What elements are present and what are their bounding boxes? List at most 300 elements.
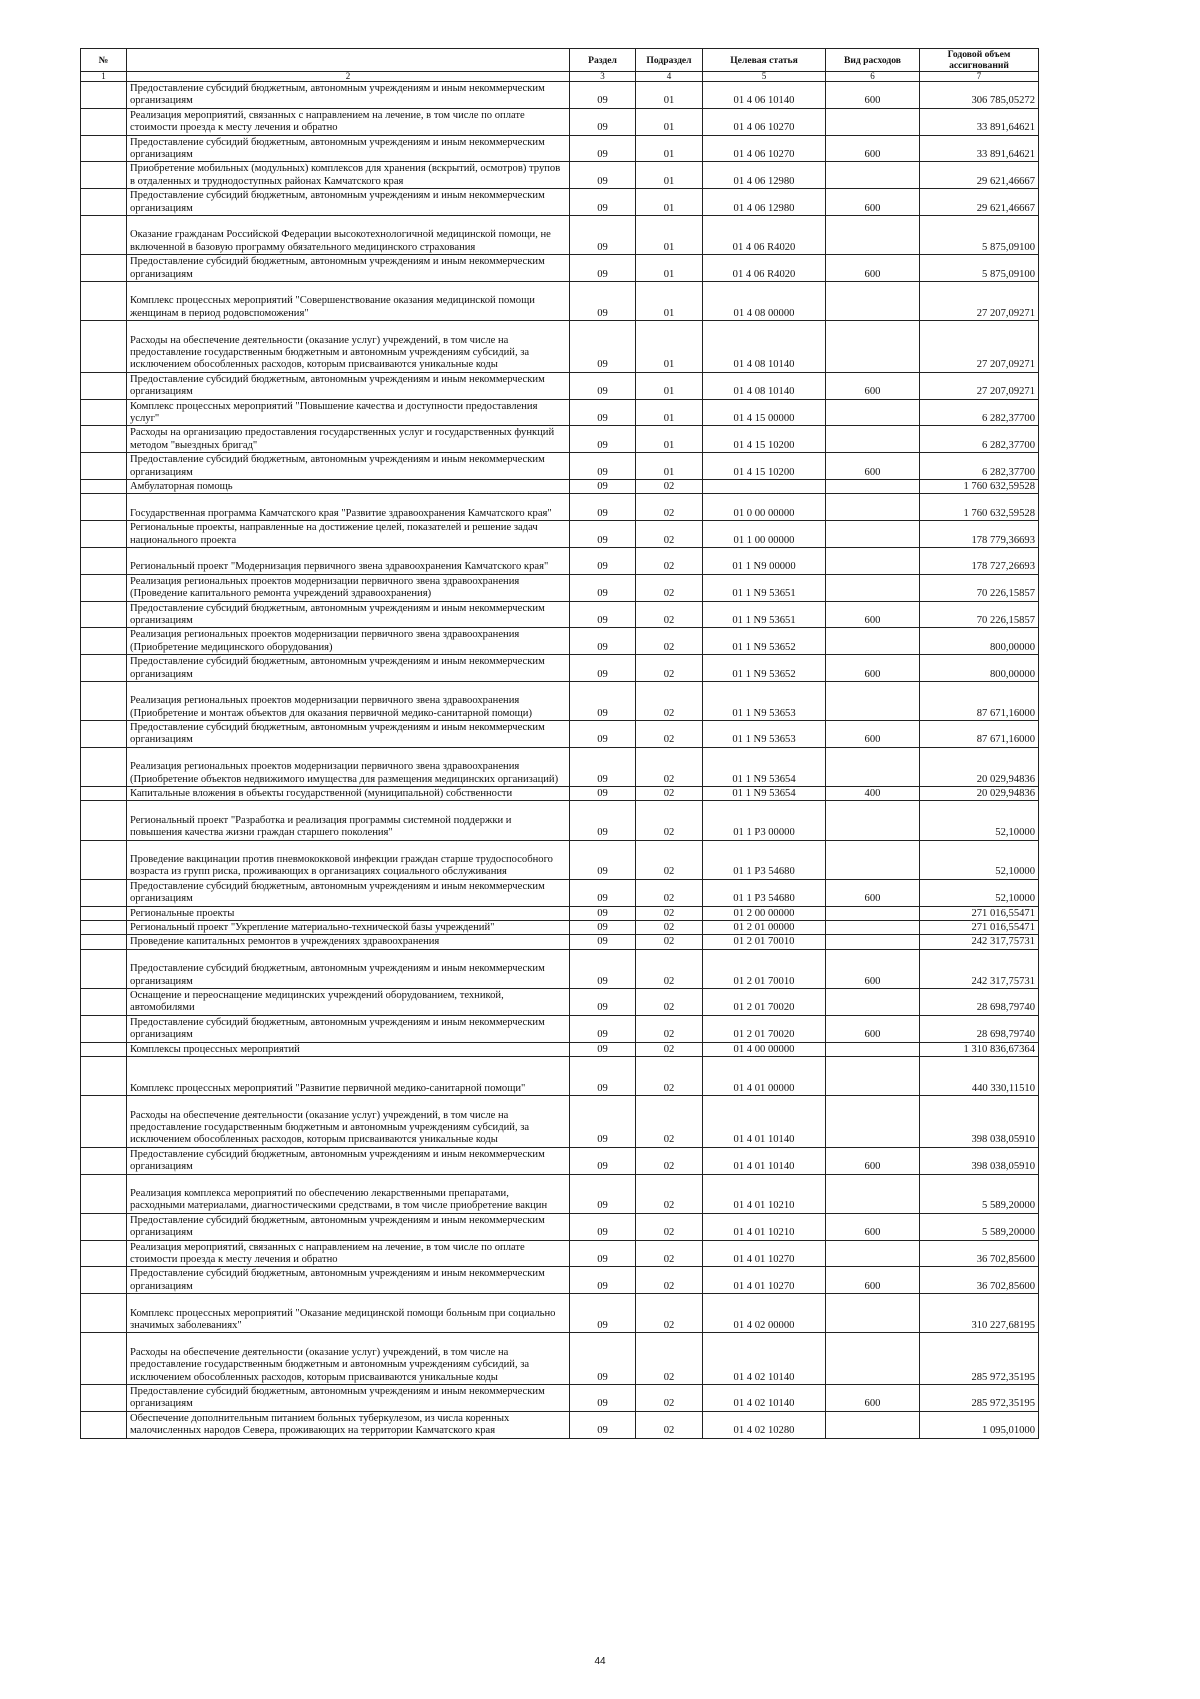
row-number-cell <box>81 215 127 254</box>
table-row <box>81 399 1039 426</box>
row-section-cell: 09 <box>570 801 636 840</box>
row-target-cell: 01 1 N9 53653 <box>703 681 826 720</box>
column-index: 5 <box>703 72 826 82</box>
row-amount-cell: 70 226,15857 <box>920 574 1039 601</box>
row-expense-type-cell <box>826 1294 920 1333</box>
row-section-cell: 09 <box>570 426 636 453</box>
row-subsection-cell: 02 <box>636 1056 703 1095</box>
table-row <box>81 1147 1039 1174</box>
row-number-cell <box>81 426 127 453</box>
row-target-cell: 01 4 15 10200 <box>703 426 826 453</box>
row-target-cell: 01 1 00 00000 <box>703 521 826 548</box>
row-number-cell <box>81 921 127 935</box>
row-name-cell: Расходы на обеспечение деятельности (оказание услуг) учреждений, в том числе на предоставление государственным бюджетным и автономным учреждениям субсидий, за исключением обособленных расходов, которым присваиваются уникальные коды <box>127 321 570 373</box>
table-row <box>81 135 1039 162</box>
row-section-cell: 09 <box>570 135 636 162</box>
table-row <box>81 372 1039 399</box>
row-target-cell: 01 4 02 10140 <box>703 1333 826 1385</box>
row-target-cell: 01 0 00 00000 <box>703 494 826 521</box>
row-name-cell: Региональный проект "Модернизация первичного звена здравоохранения Камчатского края" <box>127 547 570 574</box>
table-row <box>81 547 1039 574</box>
header-subsection: Подраздел <box>636 49 703 72</box>
row-name-cell: Реализация региональных проектов модернизации первичного звена здравоохранения (Приобретение и монтаж объектов для оказания первичной медико-санитарной помощи) <box>127 681 570 720</box>
row-name-cell: Реализация комплекса мероприятий по обеспечению лекарственными препаратами, расходными материалами, диагностическими средствами, в том числе приобретение вакцин <box>127 1174 570 1213</box>
table-row <box>81 721 1039 748</box>
row-name-cell: Проведение капитальных ремонтов в учреждениях здравоохранения <box>127 935 570 949</box>
table-row <box>81 601 1039 628</box>
row-expense-type-cell <box>826 547 920 574</box>
row-subsection-cell: 02 <box>636 574 703 601</box>
row-amount-cell: 1 095,01000 <box>920 1411 1039 1438</box>
column-index: 6 <box>826 72 920 82</box>
column-index: 7 <box>920 72 1039 82</box>
row-amount-cell: 800,00000 <box>920 628 1039 655</box>
row-amount-cell: 285 972,35195 <box>920 1333 1039 1385</box>
row-section-cell: 09 <box>570 747 636 786</box>
row-amount-cell: 285 972,35195 <box>920 1384 1039 1411</box>
row-name-cell: Реализация мероприятий, связанных с направлением на лечение, в том числе по оплате стоимости проезда к месту лечения и обратно <box>127 1240 570 1267</box>
table-row <box>81 747 1039 786</box>
row-amount-cell: 87 671,16000 <box>920 721 1039 748</box>
row-amount-cell: 29 621,46667 <box>920 162 1039 189</box>
row-section-cell: 09 <box>570 840 636 879</box>
row-subsection-cell: 02 <box>636 1411 703 1438</box>
row-section-cell: 09 <box>570 655 636 682</box>
row-target-cell: 01 4 01 10270 <box>703 1240 826 1267</box>
row-name-cell: Предоставление субсидий бюджетным, автономным учреждениям и иным некоммерческим организациям <box>127 1384 570 1411</box>
row-section-cell: 09 <box>570 162 636 189</box>
row-number-cell <box>81 1147 127 1174</box>
row-name-cell: Региональные проекты, направленные на достижение целей, показателей и решение задач национального проекта <box>127 521 570 548</box>
row-section-cell: 09 <box>570 1056 636 1095</box>
row-number-cell <box>81 453 127 480</box>
row-section-cell: 09 <box>570 1240 636 1267</box>
table-row <box>81 1411 1039 1438</box>
row-expense-type-cell <box>826 1056 920 1095</box>
row-section-cell: 09 <box>570 1213 636 1240</box>
row-target-cell: 01 4 06 R4020 <box>703 255 826 282</box>
row-name-cell: Комплекс процессных мероприятий "Совершенствование оказания медицинской помощи женщинам в период родовспоможения" <box>127 281 570 320</box>
table-row <box>81 521 1039 548</box>
column-index: 2 <box>127 72 570 82</box>
table-row <box>81 879 1039 906</box>
row-target-cell: 01 4 01 10140 <box>703 1096 826 1148</box>
row-subsection-cell: 01 <box>636 281 703 320</box>
budget-table <box>80 48 1039 1439</box>
row-name-cell: Обеспечение дополнительным питанием больных туберкулезом, из числа коренных малочисленных народов Севера, проживающих на территории Камчатского края <box>127 1411 570 1438</box>
row-number-cell <box>81 372 127 399</box>
row-section-cell: 09 <box>570 255 636 282</box>
row-target-cell: 01 1 P3 54680 <box>703 840 826 879</box>
row-amount-cell: 5 589,20000 <box>920 1213 1039 1240</box>
row-subsection-cell: 02 <box>636 949 703 988</box>
row-target-cell: 01 1 P3 00000 <box>703 801 826 840</box>
row-expense-type-cell <box>826 989 920 1016</box>
row-target-cell: 01 1 N9 53653 <box>703 721 826 748</box>
row-number-cell <box>81 521 127 548</box>
row-subsection-cell: 01 <box>636 108 703 135</box>
row-section-cell: 09 <box>570 521 636 548</box>
row-target-cell: 01 4 08 10140 <box>703 372 826 399</box>
row-section-cell: 09 <box>570 935 636 949</box>
row-target-cell: 01 4 01 00000 <box>703 1056 826 1095</box>
row-target-cell: 01 4 01 10270 <box>703 1267 826 1294</box>
row-number-cell <box>81 787 127 801</box>
budget-table-sheet <box>80 48 1038 1439</box>
row-amount-cell: 6 282,37700 <box>920 399 1039 426</box>
table-row <box>81 1213 1039 1240</box>
row-expense-type-cell <box>826 494 920 521</box>
table-row <box>81 1042 1039 1056</box>
row-expense-type-cell: 600 <box>826 601 920 628</box>
row-section-cell: 09 <box>570 1384 636 1411</box>
row-name-cell: Амбулаторная помощь <box>127 479 570 493</box>
row-amount-cell: 27 207,09271 <box>920 321 1039 373</box>
row-name-cell: Предоставление субсидий бюджетным, автономным учреждениям и иным некоммерческим организациям <box>127 1213 570 1240</box>
row-expense-type-cell: 600 <box>826 1015 920 1042</box>
table-row <box>81 1240 1039 1267</box>
row-name-cell: Предоставление субсидий бюджетным, автономным учреждениям и иным некоммерческим организациям <box>127 655 570 682</box>
table-row <box>81 906 1039 920</box>
row-expense-type-cell <box>826 935 920 949</box>
row-name-cell: Региональный проект "Разработка и реализация программы системной поддержки и повышения качества жизни граждан старшего поколения" <box>127 801 570 840</box>
row-section-cell: 09 <box>570 215 636 254</box>
row-expense-type-cell <box>826 574 920 601</box>
table-row <box>81 681 1039 720</box>
row-subsection-cell: 02 <box>636 547 703 574</box>
row-subsection-cell: 01 <box>636 255 703 282</box>
row-target-cell: 01 4 15 10200 <box>703 453 826 480</box>
row-subsection-cell: 02 <box>636 989 703 1016</box>
row-name-cell: Комплекс процессных мероприятий "Повышение качества и доступности предоставления услуг" <box>127 399 570 426</box>
table-row <box>81 255 1039 282</box>
row-amount-cell: 5 589,20000 <box>920 1174 1039 1213</box>
row-expense-type-cell: 600 <box>826 189 920 216</box>
row-subsection-cell: 02 <box>636 906 703 920</box>
row-target-cell: 01 4 06 12980 <box>703 162 826 189</box>
table-row <box>81 1384 1039 1411</box>
row-amount-cell: 800,00000 <box>920 655 1039 682</box>
row-number-cell <box>81 574 127 601</box>
row-target-cell: 01 2 01 00000 <box>703 921 826 935</box>
row-number-cell <box>81 655 127 682</box>
row-expense-type-cell: 600 <box>826 1213 920 1240</box>
row-subsection-cell: 02 <box>636 1096 703 1148</box>
table-row <box>81 494 1039 521</box>
row-subsection-cell: 02 <box>636 681 703 720</box>
row-subsection-cell: 02 <box>636 521 703 548</box>
row-amount-cell: 27 207,09271 <box>920 372 1039 399</box>
row-target-cell: 01 2 01 70020 <box>703 989 826 1016</box>
row-expense-type-cell: 600 <box>826 1267 920 1294</box>
row-amount-cell: 242 317,75731 <box>920 949 1039 988</box>
row-name-cell: Предоставление субсидий бюджетным, автономным учреждениям и иным некоммерческим организациям <box>127 721 570 748</box>
row-target-cell: 01 2 00 00000 <box>703 906 826 920</box>
row-name-cell: Региональный проект "Укрепление материально-технической базы учреждений" <box>127 921 570 935</box>
column-index: 3 <box>570 72 636 82</box>
row-number-cell <box>81 1384 127 1411</box>
row-name-cell: Комплексы процессных мероприятий <box>127 1042 570 1056</box>
header-expense-type: Вид расходов <box>826 49 920 72</box>
row-expense-type-cell: 600 <box>826 82 920 109</box>
row-number-cell <box>81 1294 127 1333</box>
row-target-cell: 01 4 01 10140 <box>703 1147 826 1174</box>
row-amount-cell: 36 702,85600 <box>920 1240 1039 1267</box>
row-number-cell <box>81 189 127 216</box>
row-subsection-cell: 02 <box>636 921 703 935</box>
row-number-cell <box>81 1015 127 1042</box>
row-expense-type-cell <box>826 906 920 920</box>
row-subsection-cell: 02 <box>636 1213 703 1240</box>
row-amount-cell: 271 016,55471 <box>920 921 1039 935</box>
row-expense-type-cell <box>826 921 920 935</box>
row-subsection-cell: 01 <box>636 82 703 109</box>
row-expense-type-cell <box>826 321 920 373</box>
table-row <box>81 840 1039 879</box>
row-subsection-cell: 02 <box>636 1240 703 1267</box>
row-section-cell: 09 <box>570 281 636 320</box>
row-name-cell: Проведение вакцинации против пневмококковой инфекции граждан старше трудоспособного возраста из групп риска, проживающих в организациях социального обслуживания <box>127 840 570 879</box>
header-row <box>81 49 1039 72</box>
row-expense-type-cell <box>826 1333 920 1385</box>
table-row <box>81 787 1039 801</box>
row-subsection-cell: 02 <box>636 840 703 879</box>
row-target-cell: 01 4 15 00000 <box>703 399 826 426</box>
row-subsection-cell: 02 <box>636 1294 703 1333</box>
row-subsection-cell: 01 <box>636 135 703 162</box>
row-name-cell: Расходы на обеспечение деятельности (оказание услуг) учреждений, в том числе на предоставление государственным бюджетным и автономным учреждениям субсидий, за исключением обособленных расходов, которым присваиваются уникальные коды <box>127 1333 570 1385</box>
row-amount-cell: 271 016,55471 <box>920 906 1039 920</box>
row-amount-cell: 52,10000 <box>920 801 1039 840</box>
column-index-row <box>81 72 1039 82</box>
row-expense-type-cell: 600 <box>826 1147 920 1174</box>
row-subsection-cell: 01 <box>636 399 703 426</box>
row-number-cell <box>81 1213 127 1240</box>
row-amount-cell: 28 698,79740 <box>920 989 1039 1016</box>
table-row <box>81 1015 1039 1042</box>
row-expense-type-cell <box>826 628 920 655</box>
row-name-cell: Капитальные вложения в объекты государственной (муниципальной) собственности <box>127 787 570 801</box>
row-expense-type-cell: 600 <box>826 1384 920 1411</box>
row-amount-cell: 1 760 632,59528 <box>920 494 1039 521</box>
row-subsection-cell: 02 <box>636 879 703 906</box>
row-section-cell: 09 <box>570 721 636 748</box>
table-row <box>81 215 1039 254</box>
table-row <box>81 1056 1039 1095</box>
row-subsection-cell: 01 <box>636 321 703 373</box>
row-target-cell <box>703 479 826 493</box>
row-section-cell: 09 <box>570 921 636 935</box>
row-section-cell: 09 <box>570 453 636 480</box>
row-expense-type-cell <box>826 681 920 720</box>
row-name-cell: Расходы на организацию предоставления государственных услуг и государственных функций методом "выездных бригад" <box>127 426 570 453</box>
row-expense-type-cell <box>826 1174 920 1213</box>
row-subsection-cell: 01 <box>636 189 703 216</box>
row-section-cell: 09 <box>570 1147 636 1174</box>
row-target-cell: 01 1 N9 53652 <box>703 628 826 655</box>
row-number-cell <box>81 162 127 189</box>
table-row <box>81 1096 1039 1148</box>
row-subsection-cell: 02 <box>636 1333 703 1385</box>
row-expense-type-cell: 600 <box>826 949 920 988</box>
row-number-cell <box>81 494 127 521</box>
header-name <box>127 49 570 72</box>
row-target-cell: 01 2 01 70020 <box>703 1015 826 1042</box>
row-amount-cell: 6 282,37700 <box>920 453 1039 480</box>
table-row <box>81 281 1039 320</box>
row-target-cell: 01 4 00 00000 <box>703 1042 826 1056</box>
table-row <box>81 189 1039 216</box>
row-subsection-cell: 02 <box>636 601 703 628</box>
row-target-cell: 01 4 02 10280 <box>703 1411 826 1438</box>
table-row <box>81 108 1039 135</box>
row-amount-cell: 310 227,68195 <box>920 1294 1039 1333</box>
row-number-cell <box>81 547 127 574</box>
row-number-cell <box>81 879 127 906</box>
row-number-cell <box>81 721 127 748</box>
row-amount-cell: 28 698,79740 <box>920 1015 1039 1042</box>
row-name-cell: Комплекс процессных мероприятий "Оказание медицинской помощи больным при социально значимых заболеваниях" <box>127 1294 570 1333</box>
row-number-cell <box>81 906 127 920</box>
row-name-cell: Предоставление субсидий бюджетным, автономным учреждениям и иным некоммерческим организациям <box>127 82 570 109</box>
row-number-cell <box>81 399 127 426</box>
row-target-cell: 01 4 06 10270 <box>703 108 826 135</box>
row-amount-cell: 398 038,05910 <box>920 1147 1039 1174</box>
row-name-cell: Предоставление субсидий бюджетным, автономным учреждениям и иным некоммерческим организациям <box>127 949 570 988</box>
row-subsection-cell: 02 <box>636 801 703 840</box>
row-target-cell: 01 4 01 10210 <box>703 1174 826 1213</box>
table-row <box>81 453 1039 480</box>
row-expense-type-cell: 600 <box>826 721 920 748</box>
row-subsection-cell: 01 <box>636 162 703 189</box>
row-expense-type-cell <box>826 1042 920 1056</box>
row-number-cell <box>81 747 127 786</box>
row-number-cell <box>81 840 127 879</box>
row-number-cell <box>81 801 127 840</box>
row-number-cell <box>81 479 127 493</box>
row-name-cell: Оснащение и переоснащение медицинских учреждений оборудованием, техникой, автомобилями <box>127 989 570 1016</box>
row-section-cell: 09 <box>570 321 636 373</box>
row-subsection-cell: 02 <box>636 721 703 748</box>
row-number-cell <box>81 82 127 109</box>
row-section-cell: 09 <box>570 1042 636 1056</box>
row-amount-cell: 5 875,09100 <box>920 215 1039 254</box>
row-section-cell: 09 <box>570 601 636 628</box>
row-number-cell <box>81 681 127 720</box>
row-name-cell: Расходы на обеспечение деятельности (оказание услуг) учреждений, в том числе на предоставление государственным бюджетным и автономным учреждениям субсидий, за исключением обособленных расходов, которым присваиваются уникальные коды <box>127 1096 570 1148</box>
row-section-cell: 09 <box>570 372 636 399</box>
row-name-cell: Региональные проекты <box>127 906 570 920</box>
table-row <box>81 949 1039 988</box>
row-amount-cell: 6 282,37700 <box>920 426 1039 453</box>
row-amount-cell: 242 317,75731 <box>920 935 1039 949</box>
row-section-cell: 09 <box>570 989 636 1016</box>
table-row <box>81 321 1039 373</box>
table-row <box>81 1267 1039 1294</box>
row-amount-cell: 36 702,85600 <box>920 1267 1039 1294</box>
row-section-cell: 09 <box>570 479 636 493</box>
header-target-article: Целевая статья <box>703 49 826 72</box>
row-expense-type-cell: 600 <box>826 135 920 162</box>
row-name-cell: Предоставление субсидий бюджетным, автономным учреждениям и иным некоммерческим организациям <box>127 189 570 216</box>
row-expense-type-cell <box>826 426 920 453</box>
table-row <box>81 935 1039 949</box>
row-section-cell: 09 <box>570 108 636 135</box>
row-expense-type-cell: 600 <box>826 655 920 682</box>
row-amount-cell: 52,10000 <box>920 840 1039 879</box>
row-expense-type-cell <box>826 281 920 320</box>
row-number-cell <box>81 1267 127 1294</box>
table-row <box>81 574 1039 601</box>
row-subsection-cell: 01 <box>636 372 703 399</box>
table-row <box>81 1333 1039 1385</box>
row-subsection-cell: 01 <box>636 426 703 453</box>
row-amount-cell: 398 038,05910 <box>920 1096 1039 1148</box>
row-section-cell: 09 <box>570 1015 636 1042</box>
row-expense-type-cell <box>826 521 920 548</box>
row-subsection-cell: 01 <box>636 215 703 254</box>
row-amount-cell: 20 029,94836 <box>920 787 1039 801</box>
row-section-cell: 09 <box>570 879 636 906</box>
row-section-cell: 09 <box>570 1411 636 1438</box>
row-name-cell: Предоставление субсидий бюджетным, автономным учреждениям и иным некоммерческим организациям <box>127 372 570 399</box>
row-number-cell <box>81 135 127 162</box>
row-target-cell: 01 4 06 10140 <box>703 82 826 109</box>
row-section-cell: 09 <box>570 1267 636 1294</box>
row-amount-cell: 440 330,11510 <box>920 1056 1039 1095</box>
table-row <box>81 801 1039 840</box>
row-target-cell: 01 2 01 70010 <box>703 949 826 988</box>
table-row <box>81 1294 1039 1333</box>
table-row <box>81 655 1039 682</box>
row-expense-type-cell <box>826 108 920 135</box>
table-row <box>81 628 1039 655</box>
row-target-cell: 01 4 02 00000 <box>703 1294 826 1333</box>
row-section-cell: 09 <box>570 1096 636 1148</box>
row-target-cell: 01 2 01 70010 <box>703 935 826 949</box>
row-expense-type-cell: 600 <box>826 879 920 906</box>
row-number-cell <box>81 601 127 628</box>
row-expense-type-cell <box>826 1240 920 1267</box>
row-expense-type-cell <box>826 1411 920 1438</box>
row-target-cell: 01 4 01 10210 <box>703 1213 826 1240</box>
table-row <box>81 921 1039 935</box>
row-number-cell <box>81 1056 127 1095</box>
row-subsection-cell: 02 <box>636 1174 703 1213</box>
row-target-cell: 01 1 N9 53654 <box>703 747 826 786</box>
row-name-cell: Предоставление субсидий бюджетным, автономным учреждениям и иным некоммерческим организациям <box>127 1267 570 1294</box>
row-section-cell: 09 <box>570 681 636 720</box>
header-annual-amount: Годовой объем ассигнований <box>920 49 1039 72</box>
row-name-cell: Предоставление субсидий бюджетным, автономным учреждениям и иным некоммерческим организациям <box>127 879 570 906</box>
row-name-cell: Реализация мероприятий, связанных с направлением на лечение, в том числе по оплате стоимости проезда к месту лечения и обратно <box>127 108 570 135</box>
table-row <box>81 162 1039 189</box>
row-name-cell: Реализация региональных проектов модернизации первичного звена здравоохранения (Приобретение медицинского оборудования) <box>127 628 570 655</box>
row-name-cell: Реализация региональных проектов модернизации первичного звена здравоохранения (Приобретение объектов недвижимого имущества для размещения медицинских организаций) <box>127 747 570 786</box>
column-index: 4 <box>636 72 703 82</box>
row-subsection-cell: 02 <box>636 1384 703 1411</box>
column-index: 1 <box>81 72 127 82</box>
row-target-cell: 01 4 08 10140 <box>703 321 826 373</box>
row-section-cell: 09 <box>570 787 636 801</box>
row-section-cell: 09 <box>570 399 636 426</box>
row-amount-cell: 1 760 632,59528 <box>920 479 1039 493</box>
row-expense-type-cell: 600 <box>826 372 920 399</box>
row-name-cell: Предоставление субсидий бюджетным, автономным учреждениям и иным некоммерческим организациям <box>127 453 570 480</box>
row-name-cell: Государственная программа Камчатского края "Развитие здравоохранения Камчатского края" <box>127 494 570 521</box>
row-subsection-cell: 02 <box>636 1015 703 1042</box>
row-expense-type-cell <box>826 399 920 426</box>
